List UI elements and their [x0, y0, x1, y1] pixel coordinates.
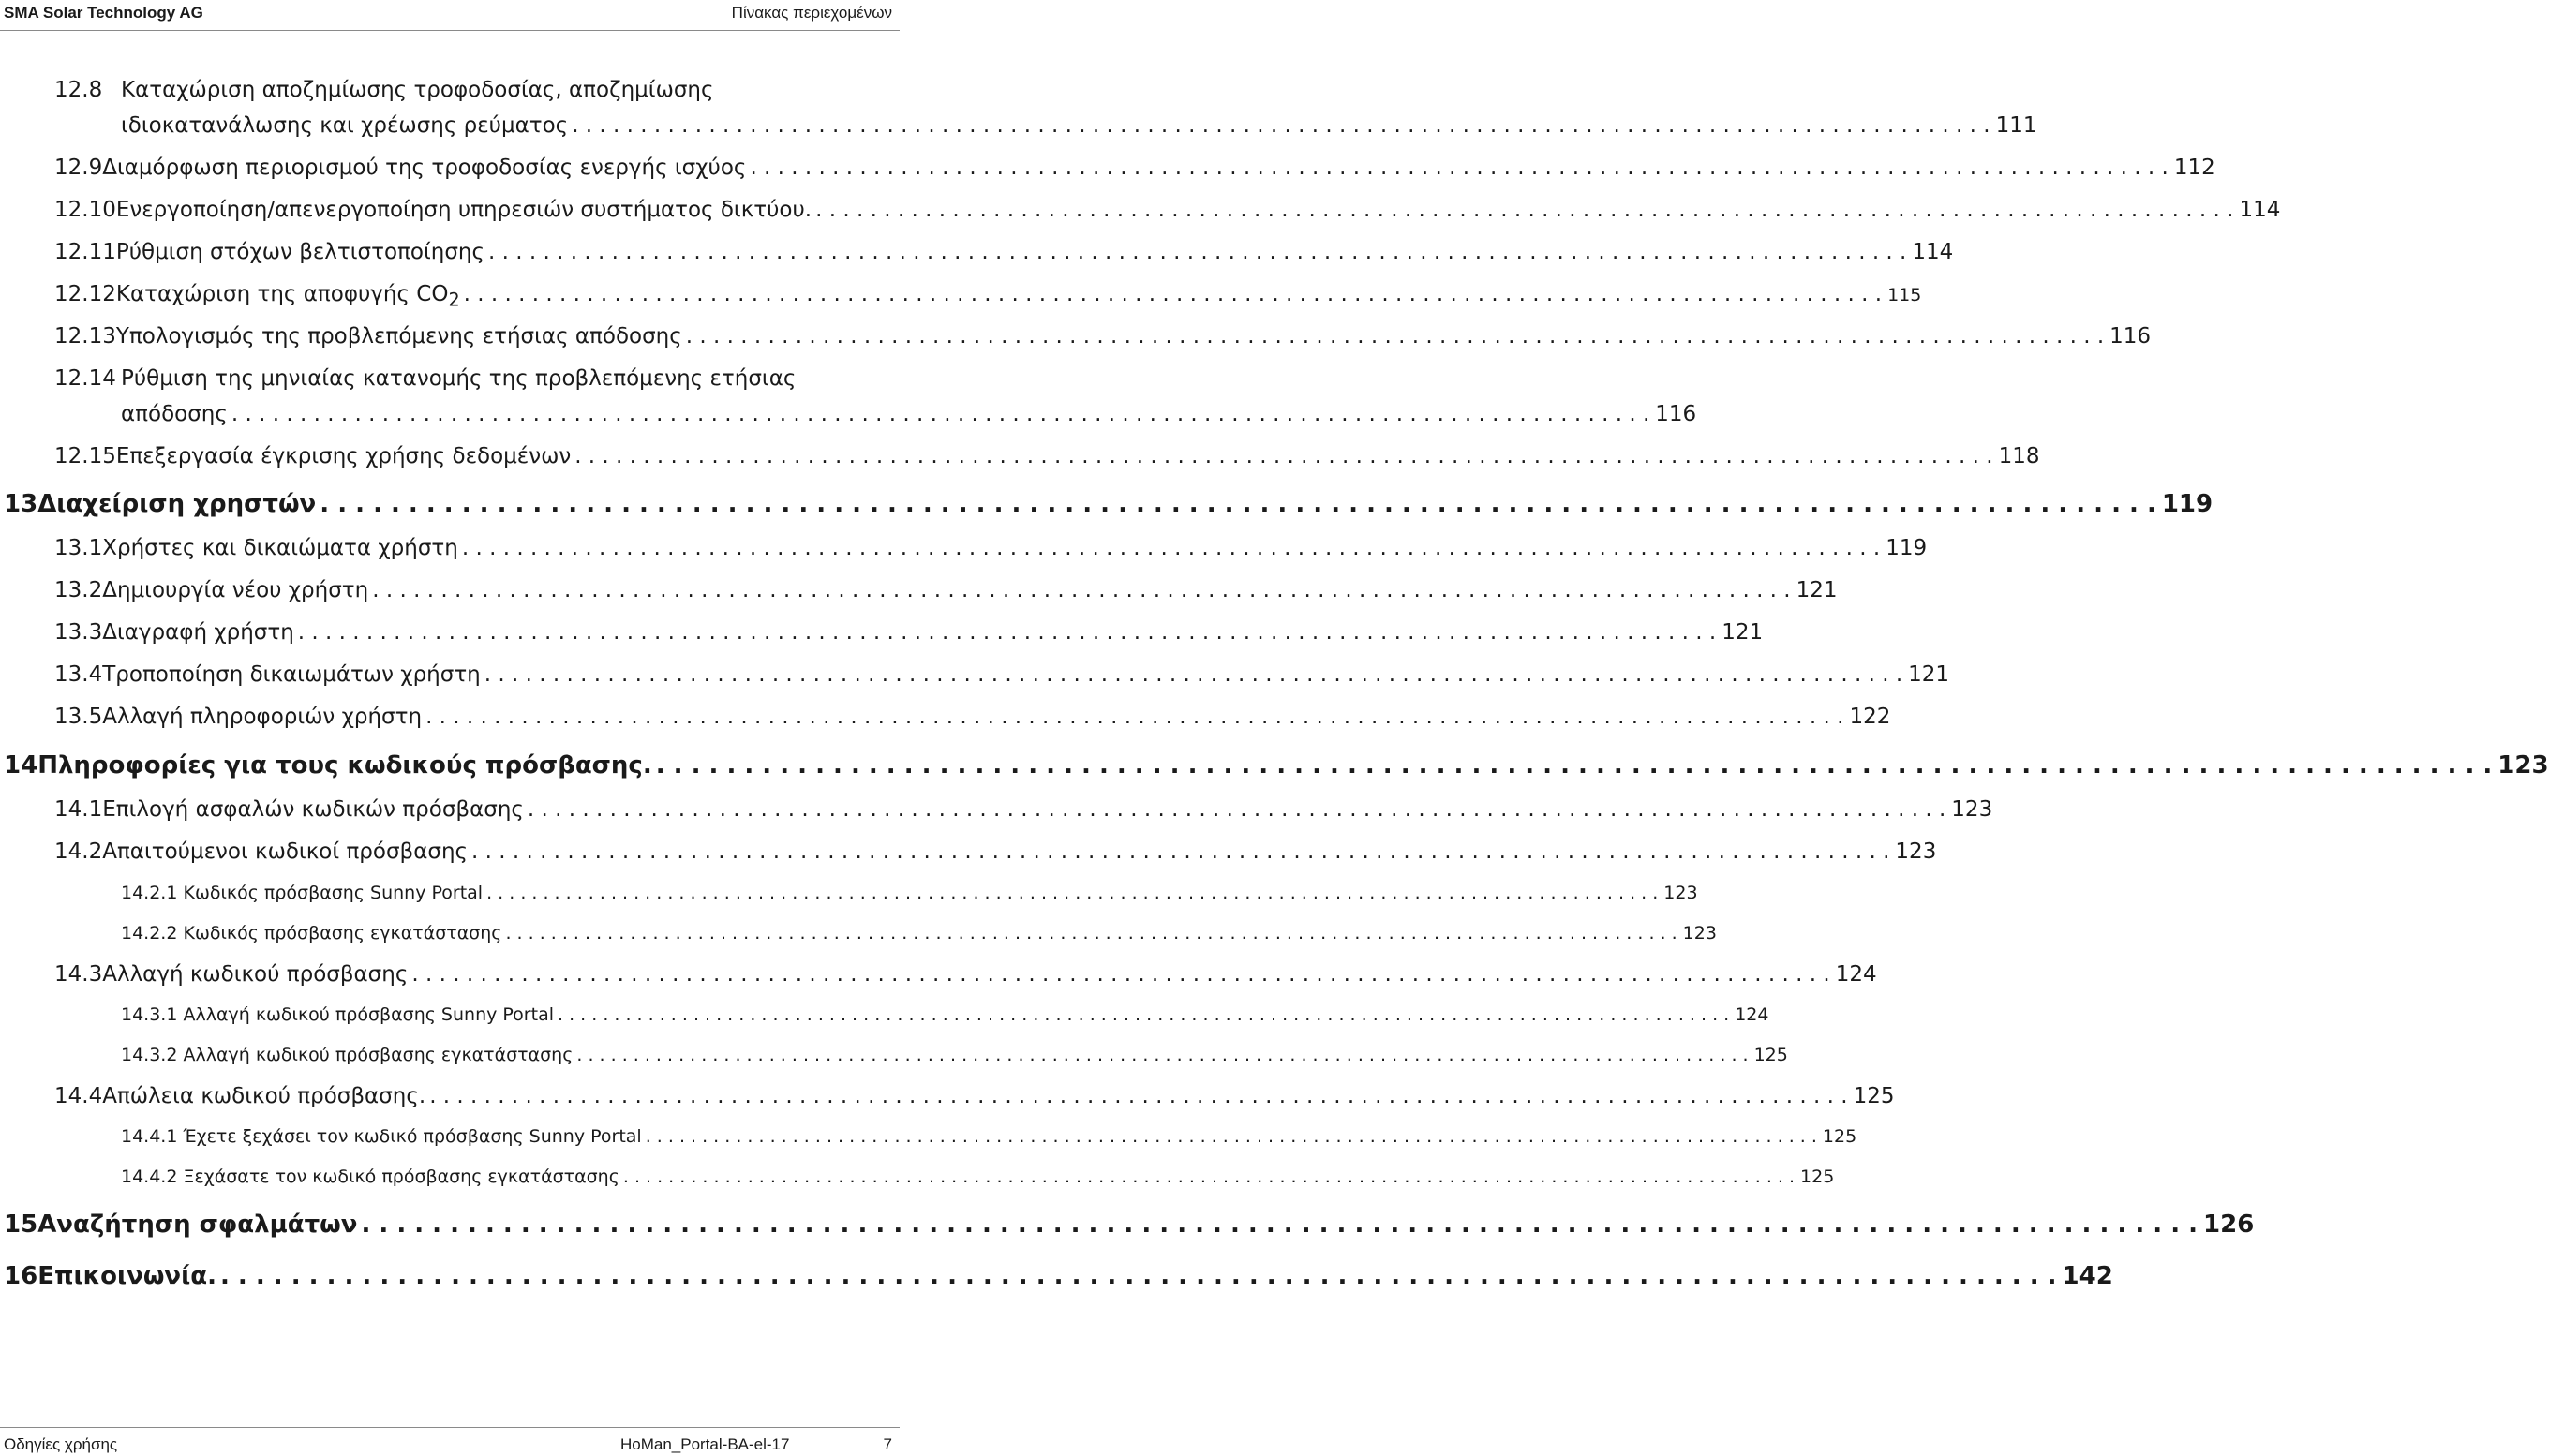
entry-number: 14.2.2 [121, 923, 178, 943]
entry-page: 118 [1998, 444, 2040, 468]
chapter-page: 123 [2497, 751, 2549, 780]
toc-entry-14-1[interactable] [54, 797, 1993, 822]
toc-entry-13-1[interactable] [54, 536, 1928, 560]
page-number: 7 [883, 1435, 892, 1453]
entry-title [121, 1126, 642, 1147]
entry-page: 121 [1796, 578, 1838, 602]
entry-page: 115 [1887, 285, 1922, 305]
entry-number: 13.5 [54, 705, 103, 729]
toc-entry-14-3-1[interactable] [121, 1004, 1769, 1025]
leader-dots [656, 751, 2493, 780]
entry-number: 13.4 [54, 662, 103, 687]
entry-title: Χρήστες και δικαιώματα χρήστη [102, 536, 458, 560]
page-header [0, 0, 900, 31]
entry-page: 121 [1908, 662, 1950, 687]
chapter-title: Αναζήτηση σφαλμάτων [37, 1211, 358, 1239]
entry-page: 124 [1835, 962, 1877, 987]
entry-title [121, 1045, 573, 1065]
page-footer [0, 1427, 900, 1456]
leader-dots [484, 662, 1902, 687]
entry-title [121, 1004, 554, 1025]
chapter-number: 13 [4, 490, 38, 518]
toc-entry-12-9[interactable] [54, 156, 2215, 180]
entry-page: 116 [1655, 402, 1697, 426]
entry-number: 12.12 [54, 282, 116, 306]
entry-number: 13.1 [54, 536, 103, 560]
entry-number: 12.9 [54, 156, 103, 180]
leader-dots [462, 536, 1880, 560]
toc-entry-14-2[interactable] [54, 839, 1937, 864]
entry-page: 114 [1912, 240, 1954, 264]
toc-entry-14-3[interactable] [54, 962, 1877, 987]
entry-page: 122 [1849, 705, 1891, 729]
chapter-title: Διαχείριση χρηστών [37, 490, 317, 518]
entry-title-text: Κωδικός πρόσβασης εγκατάστασης [183, 923, 502, 943]
toc-entry-14-4-2[interactable] [121, 1166, 1835, 1187]
entry-title: Καταχώριση αποζημίωσης τροφοδοσίας, αποζημίωσης [121, 78, 714, 102]
entry-number: 14.4.1 [121, 1126, 178, 1147]
entry-title: Επιλογή ασφαλών κωδικών πρόσβασης [102, 797, 524, 822]
toc-chapter-14[interactable] [4, 751, 2549, 780]
chapter-page: 119 [2161, 490, 2214, 518]
leader-dots [815, 198, 2233, 222]
entry-title [121, 1166, 619, 1187]
entry-page: 123 [1682, 923, 1717, 943]
entry-title: Ενεργοποίηση/απενεργοποίηση υπηρεσιών συστήματος δικτύου. [115, 198, 812, 222]
document-id: HoMan_Portal-BA-el-17 [620, 1435, 790, 1453]
toc-entry-12-13[interactable] [54, 324, 2152, 349]
toc-entry-12-12[interactable] [54, 282, 1922, 311]
entry-title: Αλλαγή κωδικού πρόσβασης [102, 962, 409, 987]
entry-page: 123 [1895, 839, 1937, 864]
entry-page: 125 [1822, 1126, 1857, 1147]
entry-number: 12.15 [54, 444, 116, 468]
leader-dots [231, 402, 1649, 426]
leader-dots [372, 578, 1790, 602]
leader-dots [298, 620, 1716, 645]
entry-page: 116 [2109, 324, 2152, 349]
leader-dots [486, 883, 1658, 903]
entry-page: 123 [1663, 883, 1698, 903]
entry-number: 12.10 [54, 198, 116, 222]
entry-title: Ρύθμιση της μηνιαίας κατανομής της προβλεπόμενης ετήσιας [121, 366, 797, 391]
toc-entry-12-14-continued[interactable] [121, 402, 1697, 426]
leader-dots [411, 962, 1829, 987]
entry-page: 111 [1995, 113, 2037, 138]
entry-title-text: Αλλαγή κωδικού πρόσβασης εγκατάστασης [183, 1045, 574, 1065]
chapter-title: Επικοινωνία. [37, 1262, 216, 1290]
chapter-number: 14 [4, 751, 38, 780]
leader-dots [572, 113, 1990, 138]
entry-number: 14.2 [54, 839, 103, 864]
toc-entry-13-5[interactable] [54, 705, 1891, 729]
entry-page: 123 [1951, 797, 1993, 822]
leader-dots [488, 240, 1906, 264]
chapter-page: 142 [2062, 1262, 2113, 1290]
manual-type: Οδηγίες χρήσης [4, 1435, 118, 1453]
leader-dots [686, 324, 2104, 349]
entry-title: Διαμόρφωση περιορισμού της τροφοδοσίας ενεργής ισχύος [102, 156, 747, 180]
entry-number: 13.2 [54, 578, 103, 602]
entry-title: Απώλεια κωδικού πρόσβασης. [102, 1084, 426, 1108]
entry-title: Ρύθμιση στόχων βελτιστοποίησης [115, 240, 484, 264]
entry-title-text: Κωδικός πρόσβασης Sunny Portal [183, 883, 484, 903]
leader-dots [220, 1262, 2057, 1290]
section-title: Πίνακας περιεχομένων [731, 4, 892, 22]
toc-entry-12-10[interactable] [54, 198, 2281, 222]
chapter-title: Πληροφορίες για τους κωδικούς πρόσβασης. [37, 751, 652, 780]
entry-page: 119 [1886, 536, 1928, 560]
entry-title: ιδιοκατανάλωσης και χρέωσης ρεύματος [121, 113, 569, 138]
entry-number: 12.8 [54, 78, 103, 102]
toc-entry-14-2-2[interactable] [121, 923, 1717, 943]
chapter-number: 16 [4, 1262, 38, 1290]
entry-number: 14.4.2 [121, 1166, 178, 1187]
leader-dots [320, 490, 2156, 518]
entry-title-text: Αλλαγή κωδικού πρόσβασης Sunny Portal [183, 1004, 554, 1025]
toc-entry-13-4[interactable] [54, 662, 1950, 687]
entry-number: 12.13 [54, 324, 116, 349]
entry-title: Διαγραφή χρήστη [102, 620, 294, 645]
entry-title [121, 883, 483, 903]
toc-entry-12-15[interactable] [54, 444, 2040, 468]
entry-number: 13.3 [54, 620, 103, 645]
entry-page: 125 [1853, 1084, 1895, 1108]
entry-number: 14.2.1 [121, 883, 178, 903]
toc-entry-14-3-2[interactable] [121, 1045, 1788, 1065]
entry-page: 124 [1735, 1004, 1769, 1025]
toc-entry-12-11[interactable] [54, 240, 1954, 264]
toc-chapter-15[interactable] [4, 1211, 2255, 1239]
entry-number: 12.14 [54, 366, 116, 391]
entry-page: 125 [1753, 1045, 1788, 1065]
entry-title: Απαιτούμενοι κωδικοί πρόσβασης [102, 839, 469, 864]
toc-entry-14-2-1[interactable] [121, 883, 1698, 903]
toc-entry-12-14[interactable] [54, 366, 896, 391]
leader-dots [471, 839, 1889, 864]
entry-page: 125 [1800, 1166, 1835, 1187]
entry-title-text: Καταχώριση της αποφυγής CO [115, 282, 449, 306]
entry-title: Αλλαγή πληροφοριών χρήστη [102, 705, 423, 729]
chapter-number: 15 [4, 1211, 38, 1239]
leader-dots [425, 705, 1843, 729]
toc-entry-14-4-1[interactable] [121, 1126, 1857, 1147]
entry-number: 14.3.1 [121, 1004, 178, 1025]
leader-dots [646, 1126, 1817, 1147]
entry-title [116, 282, 460, 311]
entry-number: 12.11 [54, 240, 116, 264]
entry-number: 14.3 [54, 962, 103, 987]
entry-number: 14.3.2 [121, 1045, 178, 1065]
leader-dots [750, 156, 2168, 180]
company-name: SMA Solar Technology AG [4, 4, 203, 22]
leader-dots [623, 1166, 1795, 1187]
entry-page: 112 [2173, 156, 2215, 180]
leader-dots [528, 797, 1945, 822]
leader-dots [429, 1084, 1847, 1108]
entry-page: 114 [2239, 198, 2281, 222]
leader-dots [505, 923, 1677, 943]
entry-title: Επεξεργασία έγκρισης χρήσης δεδομένων [115, 444, 572, 468]
toc-chapter-13[interactable] [4, 490, 2214, 518]
entry-title-text: Έχετε ξεχάσει τον κωδικό πρόσβασης Sunny Portal [183, 1126, 642, 1147]
leader-dots [576, 1045, 1748, 1065]
toc-entry-13-2[interactable] [54, 578, 1838, 602]
toc-entry-12-8[interactable] [54, 78, 896, 102]
leader-dots [558, 1004, 1729, 1025]
toc-entry-13-3[interactable] [54, 620, 1764, 645]
leader-dots [361, 1211, 2198, 1239]
chapter-page: 126 [2203, 1211, 2255, 1239]
toc-chapter-16[interactable] [4, 1262, 2113, 1290]
toc-entry-12-8-continued[interactable] [121, 113, 2037, 138]
entry-title [121, 923, 501, 943]
entry-title: Δημιουργία νέου χρήστη [102, 578, 369, 602]
entry-page: 121 [1722, 620, 1764, 645]
toc-entry-14-4[interactable] [54, 1084, 1895, 1108]
subscript: 2 [448, 289, 460, 311]
entry-title: απόδοσης [121, 402, 228, 426]
entry-number: 14.1 [54, 797, 103, 822]
leader-dots [574, 444, 1992, 468]
entry-number: 14.4 [54, 1084, 103, 1108]
entry-title: Τροποποίηση δικαιωμάτων χρήστη [102, 662, 481, 687]
entry-title-text: Ξεχάσατε τον κωδικό πρόσβασης εγκατάστασης [183, 1166, 619, 1187]
leader-dots [464, 282, 1882, 306]
entry-title: Υπολογισμός της προβλεπόμενης ετήσιας απόδοσης [115, 324, 682, 349]
